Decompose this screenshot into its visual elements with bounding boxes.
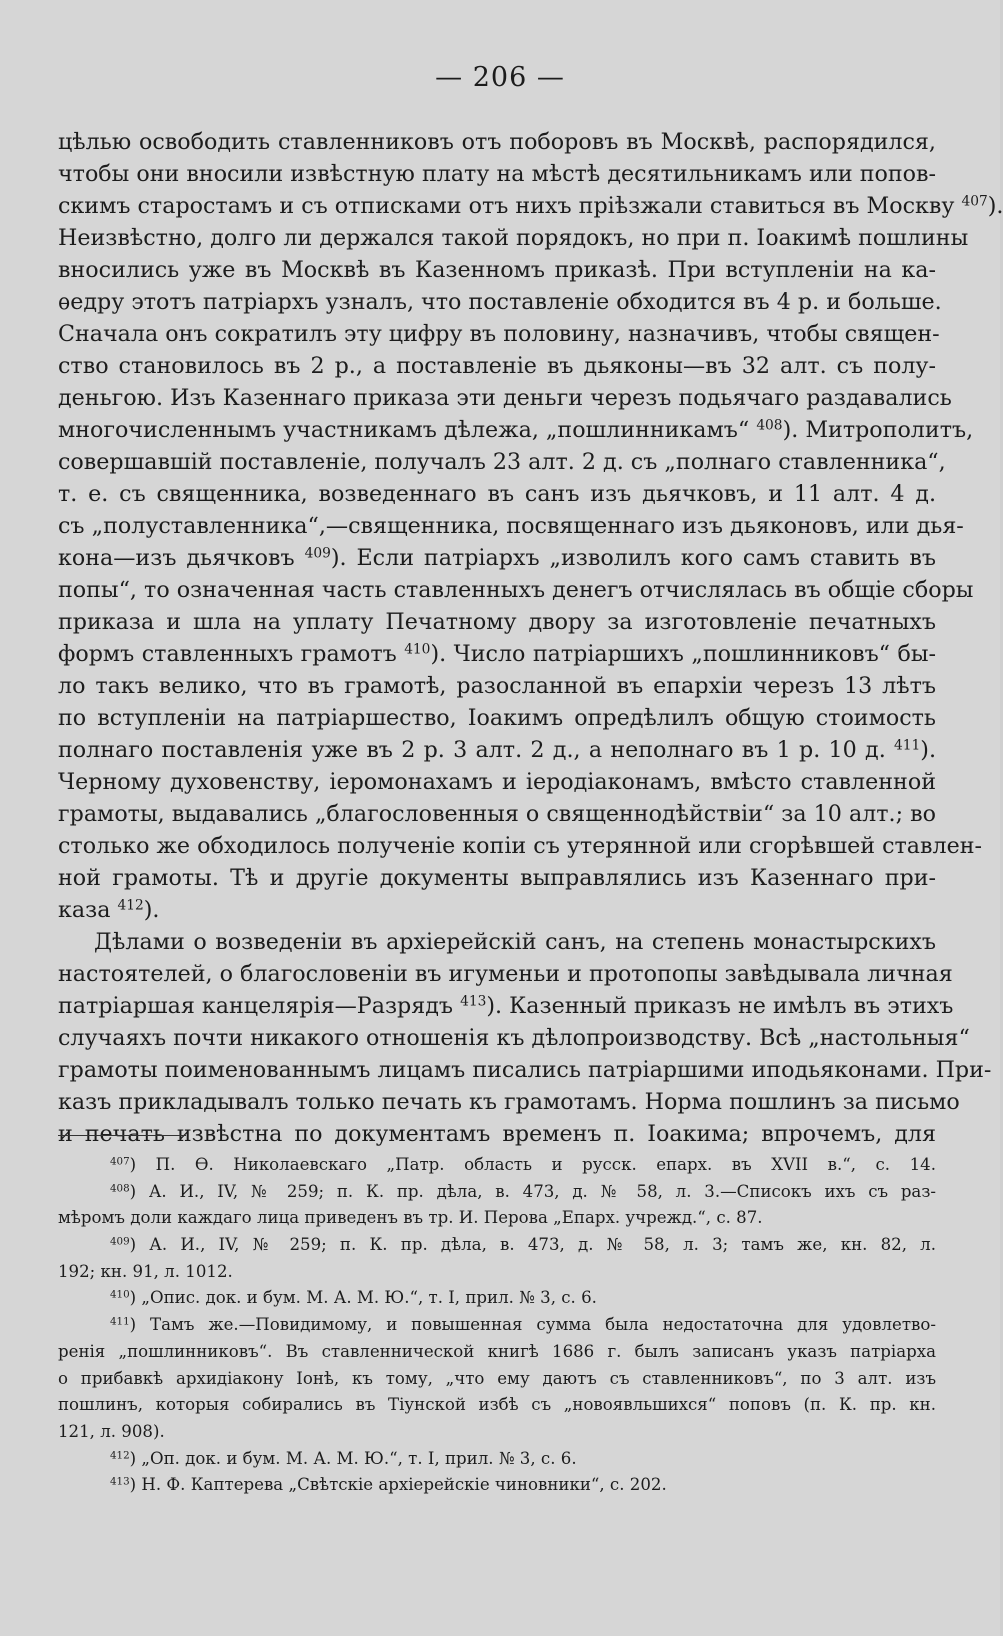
footnote-number: 410 (110, 1288, 130, 1301)
text-line: и печать извѣстна по документамъ временъ п. Іоакима; впрочемъ, для (58, 1121, 936, 1147)
text-line: казъ прикладывалъ только печать къ грамотамъ. Норма пошлинъ за письмо (58, 1089, 960, 1115)
text-line: Неизвѣстно, долго ли держался такой порядокъ, но при п. Іоакимѣ пошлины (58, 225, 969, 251)
text-line: полнаго поставленія уже въ 2 р. 3 алт. 2 д., а неполнаго въ 1 р. 10 д. $^{411}$). (58, 737, 937, 763)
text-line: грамоты поименованнымъ лицамъ писались патріаршими иподьяконами. При- (58, 1057, 992, 1083)
footnote-number: 407 (110, 1155, 130, 1168)
footnote-continuation: 192; кн. 91, л. 1012. (58, 1261, 233, 1281)
footnote: $^{409}$) А. И., IV, № 259; п. К. пр. дѣла, в. 473, д. № 58, л. 3; тамъ же, кн. 82, л. (110, 1235, 936, 1255)
text-line: каза $^{412}$). (58, 897, 160, 923)
footnote-number: 412 (110, 1448, 130, 1461)
text-line: Дѣлами о возведеніи въ архіерейскій санъ, на степень монастырскихъ (94, 929, 936, 955)
text-line: Сначала онъ сократилъ эту цифру въ половину, назначивъ, чтобы священ- (58, 321, 940, 347)
footnote-number: 413 (110, 1475, 130, 1488)
footnote-divider (58, 1135, 186, 1136)
text-line: ство становилось въ 2 р., а поставленіе въ дьяконы—въ 32 алт. съ полу- (58, 353, 936, 379)
text-line: цѣлью освободить ставленниковъ отъ поборовъ въ Москвѣ, распорядился, (58, 129, 936, 155)
text-line: Черному духовенству, іеромонахамъ и іеродіаконамъ, вмѣсто ставленной (58, 769, 936, 795)
text-line: попы“, то означенная часть ставленныхъ денегъ отчислялась въ общіе сборы (58, 577, 974, 603)
text-line: формъ ставленныхъ грамотъ $^{410}$). Число патріаршихъ „пошлинниковъ“ бы- (58, 641, 936, 667)
text-line: грамоты, выдавались „благословенныя о священнодѣйствіи“ за 10 алт.; во (58, 801, 936, 827)
footnote-continuation: пошлинъ, которыя собирались въ Тіунской избѣ съ „новоявльшихся“ поповъ (п. К. пр. кн. (58, 1395, 936, 1415)
text-line: случаяхъ почти никакого отношенія къ дѣлопроизводству. Всѣ „настольныя“ (58, 1025, 970, 1051)
text-line: чтобы они вносили извѣстную плату на мѣстѣ десятильникамъ или попов- (58, 161, 936, 187)
footnote-ref: 411 (894, 737, 921, 754)
footnote-number: 411 (110, 1315, 130, 1328)
footnote-ref: 413 (460, 993, 487, 1010)
footnote-continuation: ренія „пошлинниковъ“. Въ ставленнической книгѣ 1686 г. былъ записанъ указъ патріарха (58, 1341, 936, 1361)
footnote-number: 409 (110, 1235, 130, 1248)
text-line: ной грамоты. Тѣ и другіе документы выправлялись изъ Казеннаго при- (58, 865, 936, 891)
footnote: $^{408}$) А. И., IV, № 259; п. К. пр. дѣла, в. 473, д. № 58, л. 3.—Списокъ ихъ съ раз- (110, 1181, 936, 1201)
text-line: т. е. съ священника, возведеннаго въ санъ изъ дьячковъ, и 11 алт. 4 д. (58, 481, 936, 507)
main-text (58, 126, 1003, 1150)
footnote-number: 408 (110, 1182, 130, 1195)
footnote-continuation: мѣромъ доли каждаго лица приведенъ въ тр. И. Перова „Епарх. учрежд.“, с. 87. (58, 1208, 763, 1228)
footnotes (58, 1152, 936, 1499)
footnote-ref: 410 (404, 641, 431, 658)
text-line: ѳедру этотъ патріархъ узналъ, что поставленіе обходится въ 4 р. и больше. (58, 289, 942, 315)
text-line: съ „полуставленника“,—священника, посвященнаго изъ дьяконовъ, или дья- (58, 513, 964, 539)
footnote: $^{407}$) П. Ѳ. Николаевскаго „Патр. область и русск. епарх. въ XVII в.“, с. 14. (110, 1155, 936, 1174)
footnote-ref: 407 (961, 193, 988, 210)
footnote-continuation: о прибавкѣ архидіакону Іонѣ, къ тому, „что ему даютъ съ ставленниковъ“, по 3 алт. изъ (58, 1368, 936, 1388)
text-line: многочисленнымъ участникамъ дѣлежа, „пошлинникамъ“ $^{408}$). Митрополитъ, (58, 417, 974, 443)
text-line: приказа и шла на уплату Печатному двору за изготовленіе печатныхъ (58, 609, 936, 635)
footnote: $^{410}$) „Опис. док. и бум. М. А. М. Ю.“, т. I, прил. № 3, с. 6. (110, 1288, 597, 1308)
text-line: совершавшій поставленіе, получалъ 23 алт. 2 д. съ „полнаго ставленника“, (58, 449, 946, 475)
page-number: — 206 — (435, 62, 565, 93)
text-line: кона—изъ дьячковъ $^{409}$). Если патріархъ „изволилъ кого самъ ставить въ (58, 545, 937, 571)
text-line: вносились уже въ Москвѣ въ Казенномъ приказѣ. При вступленіи на ка- (58, 257, 936, 283)
footnote-ref: 408 (756, 417, 783, 434)
footnote: $^{411}$) Тамъ же.—Повидимому, и повышенная сумма была недостаточна для удовлетво- (110, 1315, 936, 1335)
footnote-continuation: 121, л. 908). (58, 1421, 165, 1441)
footnote-ref: 409 (304, 545, 331, 562)
text-line: ло такъ велико, что въ грамотѣ, разосланной въ епархіи черезъ 13 лѣтъ (58, 673, 936, 699)
footnote: $^{412}$) „Оп. док. и бум. М. А. М. Ю.“, т. I, прил. № 3, с. 6. (110, 1448, 577, 1468)
footnote-ref: 412 (117, 897, 144, 914)
text-line: по вступленіи на патріаршество, Іоакимъ опредѣлилъ общую стоимость (58, 705, 936, 731)
text-line: патріаршая канцелярія—Разрядъ $^{413}$). Казенный приказъ не имѣлъ въ этихъ (58, 993, 954, 1019)
text-line: деньгою. Изъ Казеннаго приказа эти деньги черезъ подьячаго раздавались (58, 385, 952, 411)
text-line: скимъ старостамъ и съ отписками отъ нихъ пріѣзжали ставиться въ Москву $^{407}$). (58, 193, 1003, 219)
text-line: настоятелей, о благословеніи въ игуменьи и протопопы завѣдывала личная (58, 961, 953, 987)
text-line: столько же обходилось полученіе копіи съ утерянной или сгорѣвшей ставлен- (58, 833, 983, 859)
footnote: $^{413}$) Н. Ф. Каптерева „Свѣтскіе архіерейскіе чиновники“, с. 202. (110, 1475, 667, 1495)
